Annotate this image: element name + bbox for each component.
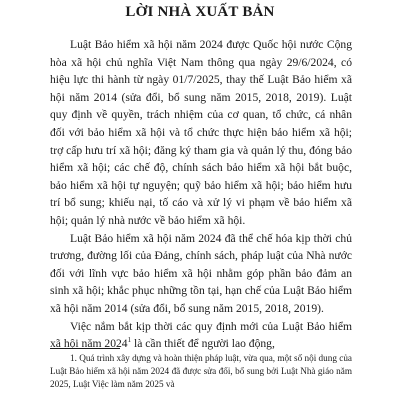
- paragraph-3-tail: là cần thiết để người lao động,: [131, 337, 275, 351]
- page-title: LỜI NHÀ XUẤT BẢN: [125, 4, 275, 20]
- footnote-divider: [50, 348, 120, 349]
- footnote: 1. Quá trình xây dựng và hoàn thiện pháp luật, vừa qua, một số nội dung của Luật Bảo hiểm xã hội năm 2024 đã được sửa đổi, bổ sung bởi Luật Nhà giáo năm 2025, Luật Việc làm năm 2025 và: [50, 353, 352, 389]
- body-text: [50, 36, 352, 353]
- paragraph-3-text: Việc nắm bắt kịp thời các quy định mới của Luật Bảo hiểm xã hội năm 2024: [50, 319, 352, 351]
- paragraph-2: Luật Bảo hiểm xã hội năm 2024 đã thể chế hóa kịp thời chủ trương, đường lối của Đảng, chính sách, pháp luật của Nhà nước đối với lĩnh vực bảo hiểm xã hội nhằm góp phần bảo đảm an sinh xã hội; khắc phục những tồn tại, hạn chế của Luật Bảo hiểm xã hội năm 2014 (sửa đổi, bổ sung năm 2015, 2018, 2019).: [50, 231, 352, 315]
- footnote-marker: 1: [127, 336, 132, 345]
- paragraph-1: Luật Bảo hiểm xã hội năm 2024 được Quốc hội nước Cộng hòa xã hội chủ nghĩa Việt Nam thông qua ngày 29/6/2024, có hiệu lực thi hành từ ngày 01/7/2025, thay thế Luật Bảo hiểm xã hội năm 2014 (sửa đổi, bổ sung năm 2015, 2018, 2019). Luật quy định về quyền, trách nhiệm của cơ quan, tổ chức, cá nhân đối với bảo hiểm xã hội và tổ chức thực hiện bảo hiểm xã hội; trợ cấp hưu trí xã hội; đăng ký tham gia và quản lý thu, đóng bảo hiểm xã hội; các chế độ, chính sách bảo hiểm xã hội bắt buộc, bảo hiểm xã hội tự nguyện; quỹ bảo hiểm xã hội; bảo hiểm hưu trí bổ sung; khiếu nại, tố cáo và xử lý vi phạm về bảo hiểm xã hội; quản lý nhà nước về bảo hiểm xã hội.: [50, 38, 352, 227]
